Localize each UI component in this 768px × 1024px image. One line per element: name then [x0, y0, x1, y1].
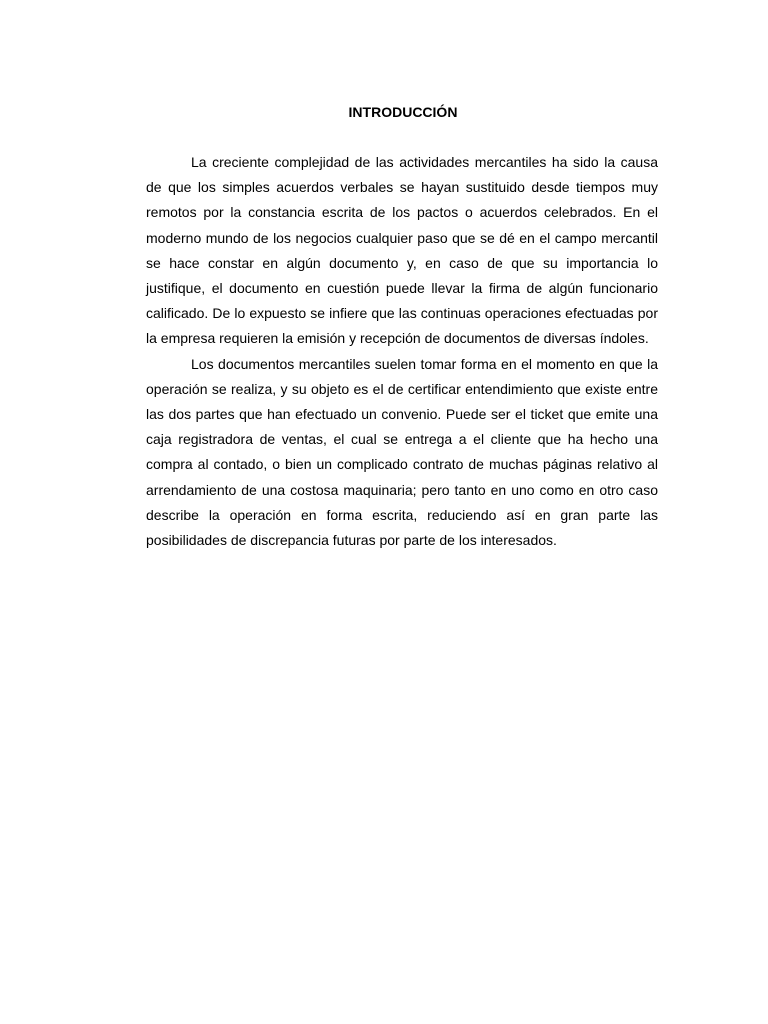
- document-title: INTRODUCCIÓN: [348, 104, 458, 120]
- paragraph-2: Los documentos mercantiles suelen tomar forma en el momento en que la operación se realiza, y su objeto es el de certificar entendimiento que existe entre las dos partes que han efectuado un convenio. Puede ser el ticket que emite una caja registradora de ventas, el cual se entrega a el cliente que ha hecho una compra al contado, o bien un complicado contrato de muchas páginas relativo al arrendamiento de una costosa maquinaria; pero tanto en uno como en otro caso describe la operación en forma escrita, reduciendo así en gran parte las posibilidades de discrepancia futuras por parte de los interesados.: [146, 355, 658, 549]
- document-body: [146, 150, 658, 553]
- paragraph-1: La creciente complejidad de las actividades mercantiles ha sido la causa de que los simples acuerdos verbales se hayan sustituido desde tiempos muy remotos por la constancia escrita de los pactos o acuerdos celebrados. En el moderno mundo de los negocios cualquier paso que se dé en el campo mercantil se hace constar en algún documento y, en caso de que su importancia lo justifique, el documento en cuestión puede llevar la firma de algún funcionario calificado. De lo expuesto se infiere que las continuas operaciones efectuadas por la empresa requieren la emisión y recepción de documentos de diversas índoles.: [146, 154, 658, 347]
